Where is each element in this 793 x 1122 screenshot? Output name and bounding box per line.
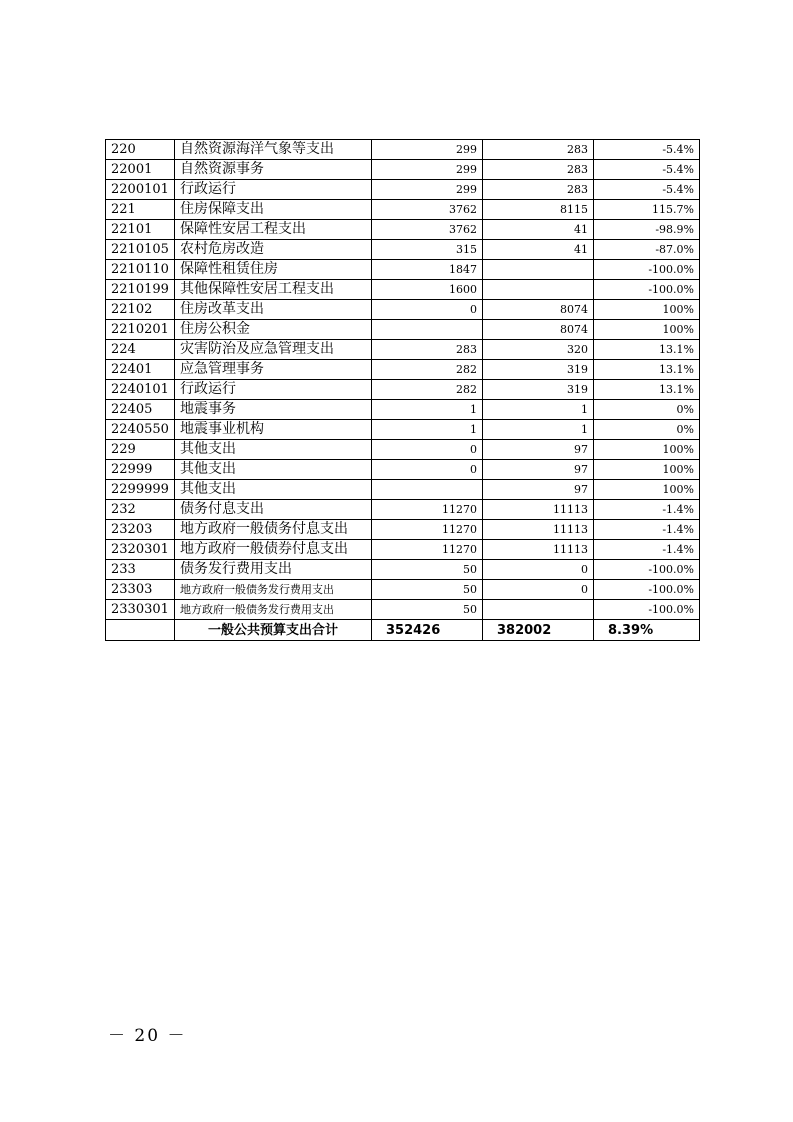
row-prev-value: 11270 [372, 500, 483, 520]
row-curr-value [483, 280, 594, 300]
row-change-value: 13.1% [594, 360, 700, 380]
row-change-value: -5.4% [594, 160, 700, 180]
row-curr-value: 320 [483, 340, 594, 360]
row-name: 地方政府一般债务发行费用支出 [175, 600, 372, 620]
row-code: 22999 [106, 460, 175, 480]
row-name: 住房保障支出 [175, 200, 372, 220]
row-prev-value: 315 [372, 240, 483, 260]
row-curr-value: 283 [483, 140, 594, 160]
row-curr-value: 283 [483, 160, 594, 180]
row-prev-value: 283 [372, 340, 483, 360]
row-change-value: -1.4% [594, 540, 700, 560]
table-row [106, 300, 700, 320]
row-change-value: -100.0% [594, 580, 700, 600]
row-name: 地方政府一般债务发行费用支出 [175, 580, 372, 600]
total-label: 一般公共预算支出合计 [175, 620, 372, 641]
table-row [106, 400, 700, 420]
row-change-value: -5.4% [594, 140, 700, 160]
row-prev-value: 282 [372, 380, 483, 400]
row-change-value: 100% [594, 460, 700, 480]
row-code: 2210110 [106, 260, 175, 280]
row-change-value: 115.7% [594, 200, 700, 220]
table-row [106, 500, 700, 520]
row-curr-value: 319 [483, 380, 594, 400]
row-prev-value: 3762 [372, 220, 483, 240]
row-curr-value: 8074 [483, 320, 594, 340]
total-row [106, 620, 700, 641]
row-code: 22102 [106, 300, 175, 320]
table-row [106, 160, 700, 180]
row-prev-value: 299 [372, 160, 483, 180]
row-code: 2330301 [106, 600, 175, 620]
row-name: 债务付息支出 [175, 500, 372, 520]
table-row [106, 340, 700, 360]
row-prev-value: 1847 [372, 260, 483, 280]
row-change-value: 13.1% [594, 380, 700, 400]
table-row [106, 460, 700, 480]
row-name: 地方政府一般债券付息支出 [175, 540, 372, 560]
row-code: 220 [106, 140, 175, 160]
row-curr-value: 8074 [483, 300, 594, 320]
row-name: 灾害防治及应急管理支出 [175, 340, 372, 360]
row-code: 2210105 [106, 240, 175, 260]
page-number: － 20 － [108, 1026, 187, 1046]
row-prev-value: 0 [372, 440, 483, 460]
row-prev-value: 0 [372, 460, 483, 480]
row-curr-value: 1 [483, 420, 594, 440]
row-prev-value: 50 [372, 580, 483, 600]
row-curr-value: 0 [483, 580, 594, 600]
row-prev-value: 11270 [372, 520, 483, 540]
row-code: 22001 [106, 160, 175, 180]
row-prev-value: 0 [372, 300, 483, 320]
row-code: 2299999 [106, 480, 175, 500]
row-change-value: 100% [594, 480, 700, 500]
row-prev-value: 1 [372, 420, 483, 440]
row-curr-value [483, 260, 594, 280]
row-code: 22401 [106, 360, 175, 380]
row-code: 229 [106, 440, 175, 460]
row-curr-value: 41 [483, 220, 594, 240]
row-curr-value: 8115 [483, 200, 594, 220]
row-code: 23303 [106, 580, 175, 600]
row-curr-value [483, 600, 594, 620]
row-curr-value: 319 [483, 360, 594, 380]
table-row [106, 520, 700, 540]
row-name: 农村危房改造 [175, 240, 372, 260]
row-curr-value: 11113 [483, 520, 594, 540]
row-prev-value: 50 [372, 600, 483, 620]
row-curr-value: 97 [483, 440, 594, 460]
row-name: 应急管理事务 [175, 360, 372, 380]
row-prev-value [372, 480, 483, 500]
row-name: 地震事务 [175, 400, 372, 420]
row-name: 住房改革支出 [175, 300, 372, 320]
row-curr-value: 11113 [483, 540, 594, 560]
table-row [106, 140, 700, 160]
row-change-value: -98.9% [594, 220, 700, 240]
row-name: 自然资源海洋气象等支出 [175, 140, 372, 160]
row-name: 其他保障性安居工程支出 [175, 280, 372, 300]
row-change-value: -87.0% [594, 240, 700, 260]
row-name: 其他支出 [175, 460, 372, 480]
table-row [106, 260, 700, 280]
row-name: 行政运行 [175, 380, 372, 400]
row-code: 23203 [106, 520, 175, 540]
row-change-value: -100.0% [594, 260, 700, 280]
row-change-value: 0% [594, 400, 700, 420]
row-name: 地震事业机构 [175, 420, 372, 440]
row-change-value: 100% [594, 300, 700, 320]
row-curr-value: 1 [483, 400, 594, 420]
row-prev-value: 11270 [372, 540, 483, 560]
row-prev-value: 3762 [372, 200, 483, 220]
table-row [106, 580, 700, 600]
row-prev-value: 1 [372, 400, 483, 420]
table-body [106, 140, 700, 641]
table-row [106, 280, 700, 300]
row-code: 2210201 [106, 320, 175, 340]
table-row [106, 420, 700, 440]
row-change-value: -1.4% [594, 520, 700, 540]
row-curr-value: 11113 [483, 500, 594, 520]
row-curr-value: 97 [483, 460, 594, 480]
row-change-value: 0% [594, 420, 700, 440]
row-code: 2210199 [106, 280, 175, 300]
row-prev-value: 299 [372, 180, 483, 200]
row-name: 自然资源事务 [175, 160, 372, 180]
table-row [106, 540, 700, 560]
row-prev-value [372, 320, 483, 340]
table-row [106, 480, 700, 500]
row-change-value: -100.0% [594, 280, 700, 300]
table-row [106, 240, 700, 260]
row-name: 保障性安居工程支出 [175, 220, 372, 240]
row-prev-value: 1600 [372, 280, 483, 300]
row-code: 2200101 [106, 180, 175, 200]
total-prev-value: 352426 [372, 620, 483, 641]
row-code: 221 [106, 200, 175, 220]
row-change-value: -100.0% [594, 600, 700, 620]
budget-expenditure-table [105, 139, 700, 641]
row-name: 行政运行 [175, 180, 372, 200]
table-row [106, 360, 700, 380]
row-code: 2240550 [106, 420, 175, 440]
row-curr-value: 97 [483, 480, 594, 500]
row-curr-value: 283 [483, 180, 594, 200]
total-change-value: 8.39% [594, 620, 700, 641]
row-code: 22405 [106, 400, 175, 420]
row-code: 2320301 [106, 540, 175, 560]
row-name: 其他支出 [175, 480, 372, 500]
row-name: 债务发行费用支出 [175, 560, 372, 580]
table-row [106, 180, 700, 200]
row-change-value: 100% [594, 440, 700, 460]
total-curr-value: 382002 [483, 620, 594, 641]
total-code-cell [106, 620, 175, 641]
row-change-value: -1.4% [594, 500, 700, 520]
table-row [106, 220, 700, 240]
row-name: 保障性租赁住房 [175, 260, 372, 280]
row-prev-value: 50 [372, 560, 483, 580]
row-change-value: 13.1% [594, 340, 700, 360]
table-row [106, 440, 700, 460]
row-code: 22101 [106, 220, 175, 240]
row-curr-value: 41 [483, 240, 594, 260]
row-code: 233 [106, 560, 175, 580]
table-row [106, 200, 700, 220]
table-row [106, 560, 700, 580]
table-row [106, 320, 700, 340]
row-prev-value: 282 [372, 360, 483, 380]
row-name: 地方政府一般债务付息支出 [175, 520, 372, 540]
row-code: 224 [106, 340, 175, 360]
row-curr-value: 0 [483, 560, 594, 580]
row-change-value: -5.4% [594, 180, 700, 200]
table-row [106, 380, 700, 400]
row-code: 232 [106, 500, 175, 520]
row-name: 住房公积金 [175, 320, 372, 340]
row-change-value: -100.0% [594, 560, 700, 580]
row-change-value: 100% [594, 320, 700, 340]
row-code: 2240101 [106, 380, 175, 400]
row-name: 其他支出 [175, 440, 372, 460]
table-row [106, 600, 700, 620]
row-prev-value: 299 [372, 140, 483, 160]
